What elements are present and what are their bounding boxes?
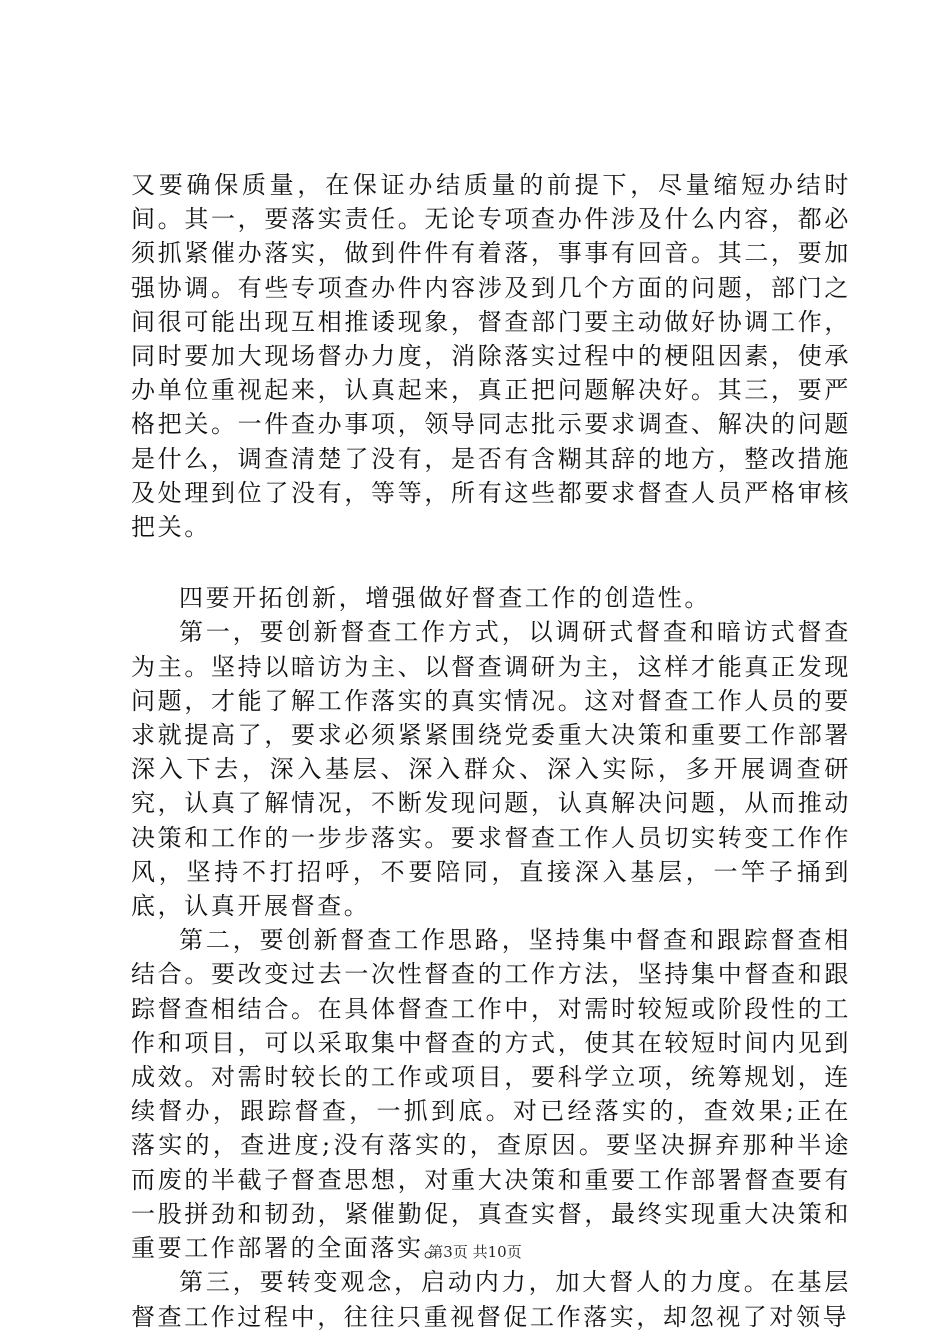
- paragraph-third: 第三，要转变观念，启动内力，加大督人的力度。在基层督查工作过程中，往往只重视督促工作落实，却忽视了对领导: [131, 1268, 851, 1331]
- page-number-footer: 第3页 共10页: [428, 1243, 522, 1261]
- paragraph-continued: 又要确保质量，在保证办结质量的前提下，尽量缩短办结时间。其一，要落实责任。无论专项查办件涉及什么内容，都必须抓紧催办落实，做到件件有着落，事事有回音。其二，要加强协调。有些专项查办件内容涉及到几个方面的问题，部门之间很可能出现互相推诿现象，督查部门要主动做好协调工作，同时要加大现场督办力度，消除落实过程中的梗阻因素，使承办单位重视起来，认真起来，真正把问题解决好。其三，要严格把关。一件查办事项，领导同志批示要求调查、解决的问题是什么，调查清楚了没有，是否有含糊其辞的地方，整改措施及处理到位了没有，等等，所有这些都要求督查人员严格审核把关。: [131, 171, 851, 542]
- section-heading: 四要开拓创新，增强做好督查工作的创造性。: [179, 584, 711, 613]
- document-body: [131, 168, 851, 1334]
- paragraph-second: 第二，要创新督查工作思路，坚持集中督查和跟踪督查相结合。要改变过去一次性督查的工作方法，坚持集中督查和跟踪督查相结合。在具体督查工作中，对需时较短或阶段性的工作和项目，可以采取集中督查的方式，使其在较短时间内见到成效。对需时较长的工作或项目，要科学立项，统筹规划，连续督办，跟踪督查，一抓到底。对已经落实的，查效果;正在落实的，查进度;没有落实的，查原因。要坚决摒弃那种半途而废的半截子督查思想，对重大决策和重要工作部署督查要有一股拼劲和韧劲，紧催勤促，真查实督，最终实现重大决策和重要工作部署的全面落实。: [131, 926, 851, 1263]
- paragraph-first: 第一，要创新督查工作方式，以调研式督查和暗访式督查为主。坚持以暗访为主、以督查调研为主，这样才能真正发现问题，才能了解工作落实的真实情况。这对督查工作人员的要求就提高了，要求必须紧紧围绕党委重大决策和重要工作部署深入下去，深入基层、深入群众、深入实际，多开展调查研究，认真了解情况，不断发现问题，认真解决问题，从而推动决策和工作的一步步落实。要求督查工作人员切实转变工作作风，坚持不打招呼，不要陪同，直接深入基层，一竿子捅到底，认真开展督查。: [131, 618, 851, 921]
